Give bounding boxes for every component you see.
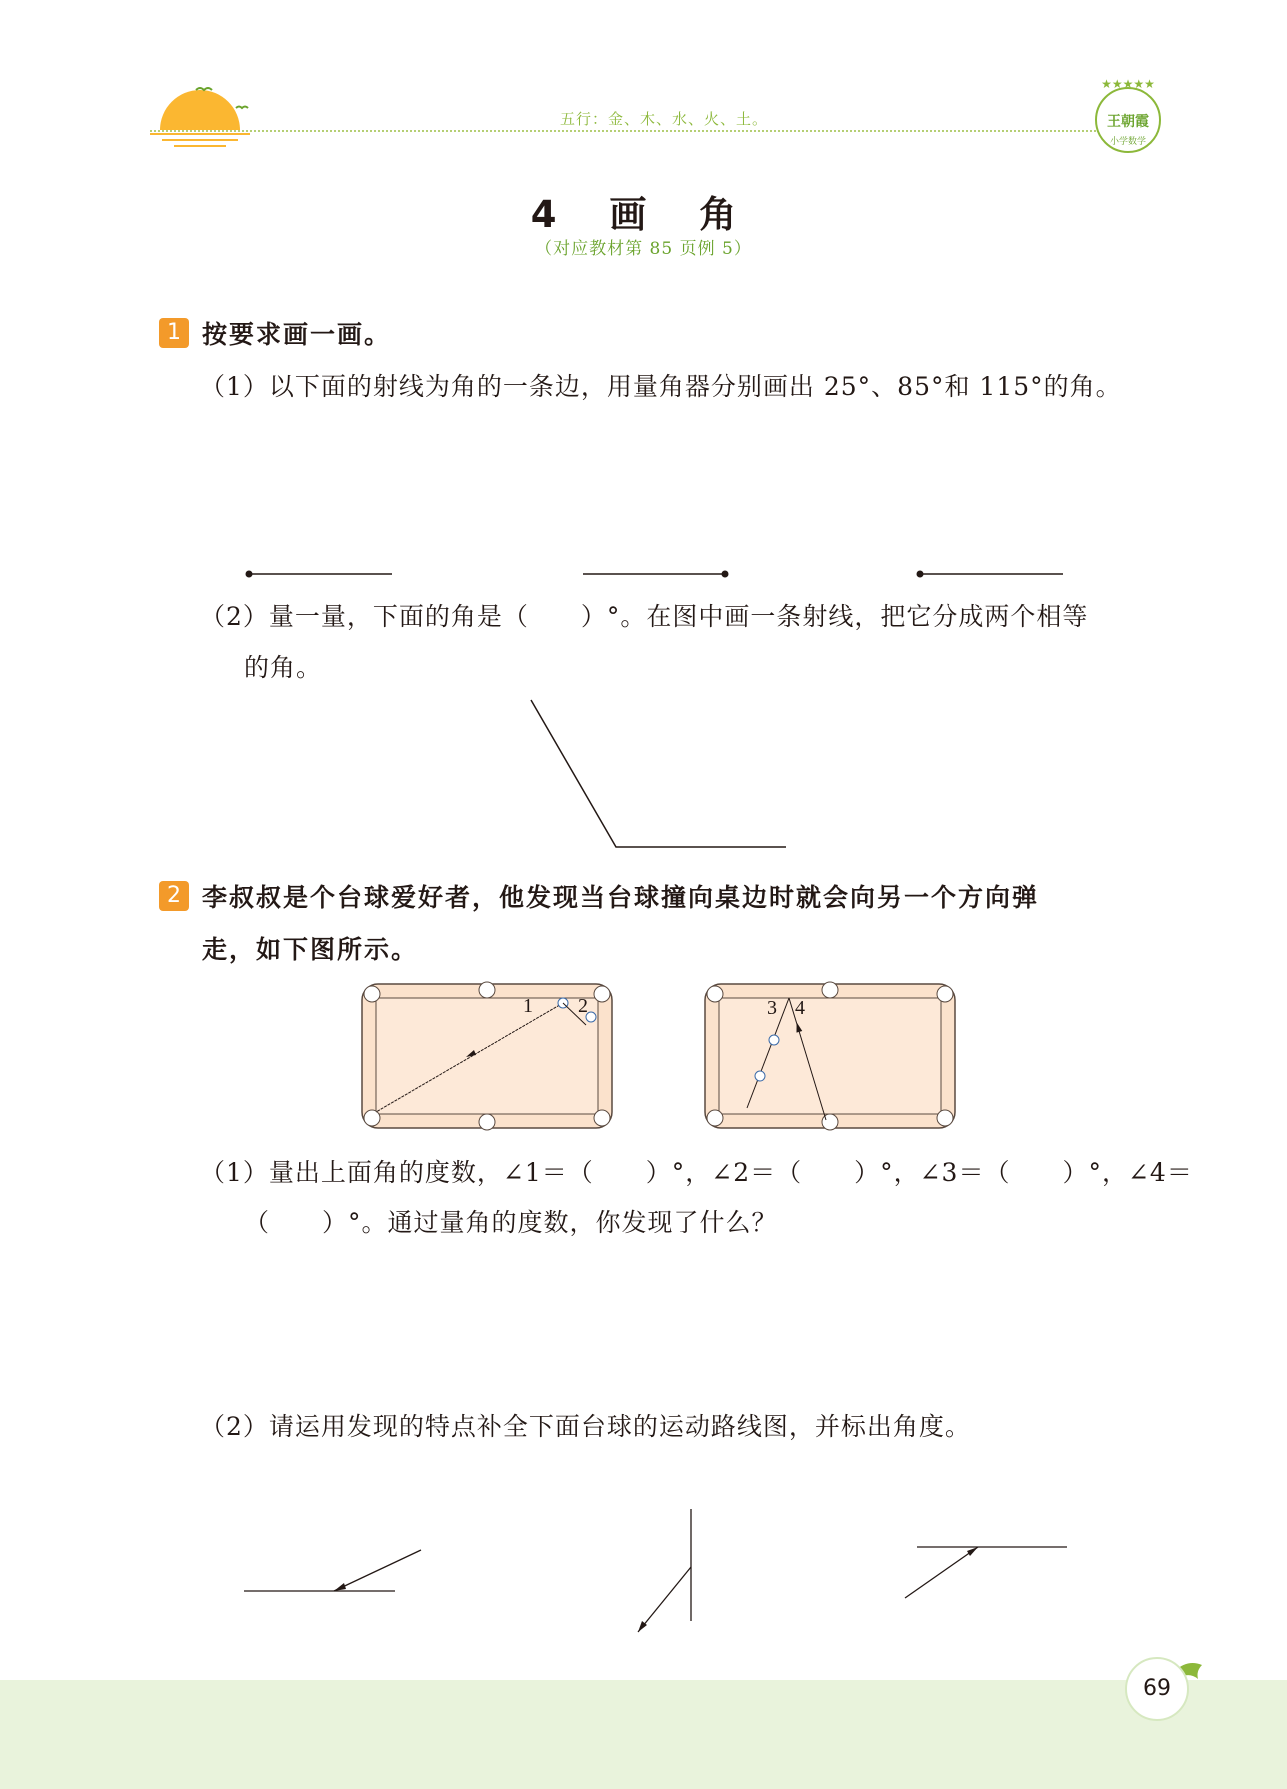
- footer-band: [0, 1680, 1287, 1789]
- q1-prompt: 按要求画一画。: [202, 320, 392, 349]
- page-subtitle: （对应教材第 85 页例 5）: [535, 239, 752, 259]
- q1-part2-line2: 的角。: [244, 653, 323, 682]
- angle-label-3: 3: [767, 997, 777, 1019]
- q2-part2-text: （2）请运用发现的特点补全下面台球的运动路线图，并标出角度。: [200, 1412, 971, 1441]
- path-figure-3: [905, 1547, 1067, 1598]
- path-figure-2: [638, 1509, 691, 1632]
- q2-part1-line2: （ ）°。通过量角的度数，你发现了什么？: [244, 1208, 778, 1237]
- svg-text:★★★★★: ★★★★★: [1101, 77, 1155, 91]
- q1-number-badge: 1: [159, 318, 189, 348]
- angle-label-4: 4: [795, 997, 805, 1019]
- header-motto: 五行：金、木、水、火、土。: [560, 110, 769, 128]
- page-number: 69: [1125, 1657, 1189, 1721]
- q2-prompt-line1: 李叔叔是个台球爱好者，他发现当台球撞向桌边时就会向另一个方向弹: [202, 883, 1040, 912]
- page-title: 4 画 角: [530, 193, 757, 236]
- q2-part1-line1: （1）量出上面角的度数，∠1＝（ ）°，∠2＝（ ）°，∠3＝（ ）°，∠4＝: [200, 1158, 1193, 1187]
- q1-part1-text: （1）以下面的射线为角的一条边，用量角器分别画出 25°、85°和 115°的角。: [200, 372, 1122, 401]
- q2-prompt-line2: 走，如下图所示。: [202, 935, 419, 964]
- logo-caption: 小学数学: [1109, 137, 1147, 147]
- angle-label-2: 2: [578, 995, 588, 1017]
- angle-label-1: 1: [523, 995, 533, 1017]
- logo-text: 王朝霞: [1107, 114, 1149, 130]
- q1-part2-line1: （2）量一量，下面的角是（ ）°。在图中画一条射线，把它分成两个相等: [200, 602, 1089, 631]
- path-figure-1: [244, 1550, 421, 1591]
- q2-number-badge: 2: [159, 881, 189, 911]
